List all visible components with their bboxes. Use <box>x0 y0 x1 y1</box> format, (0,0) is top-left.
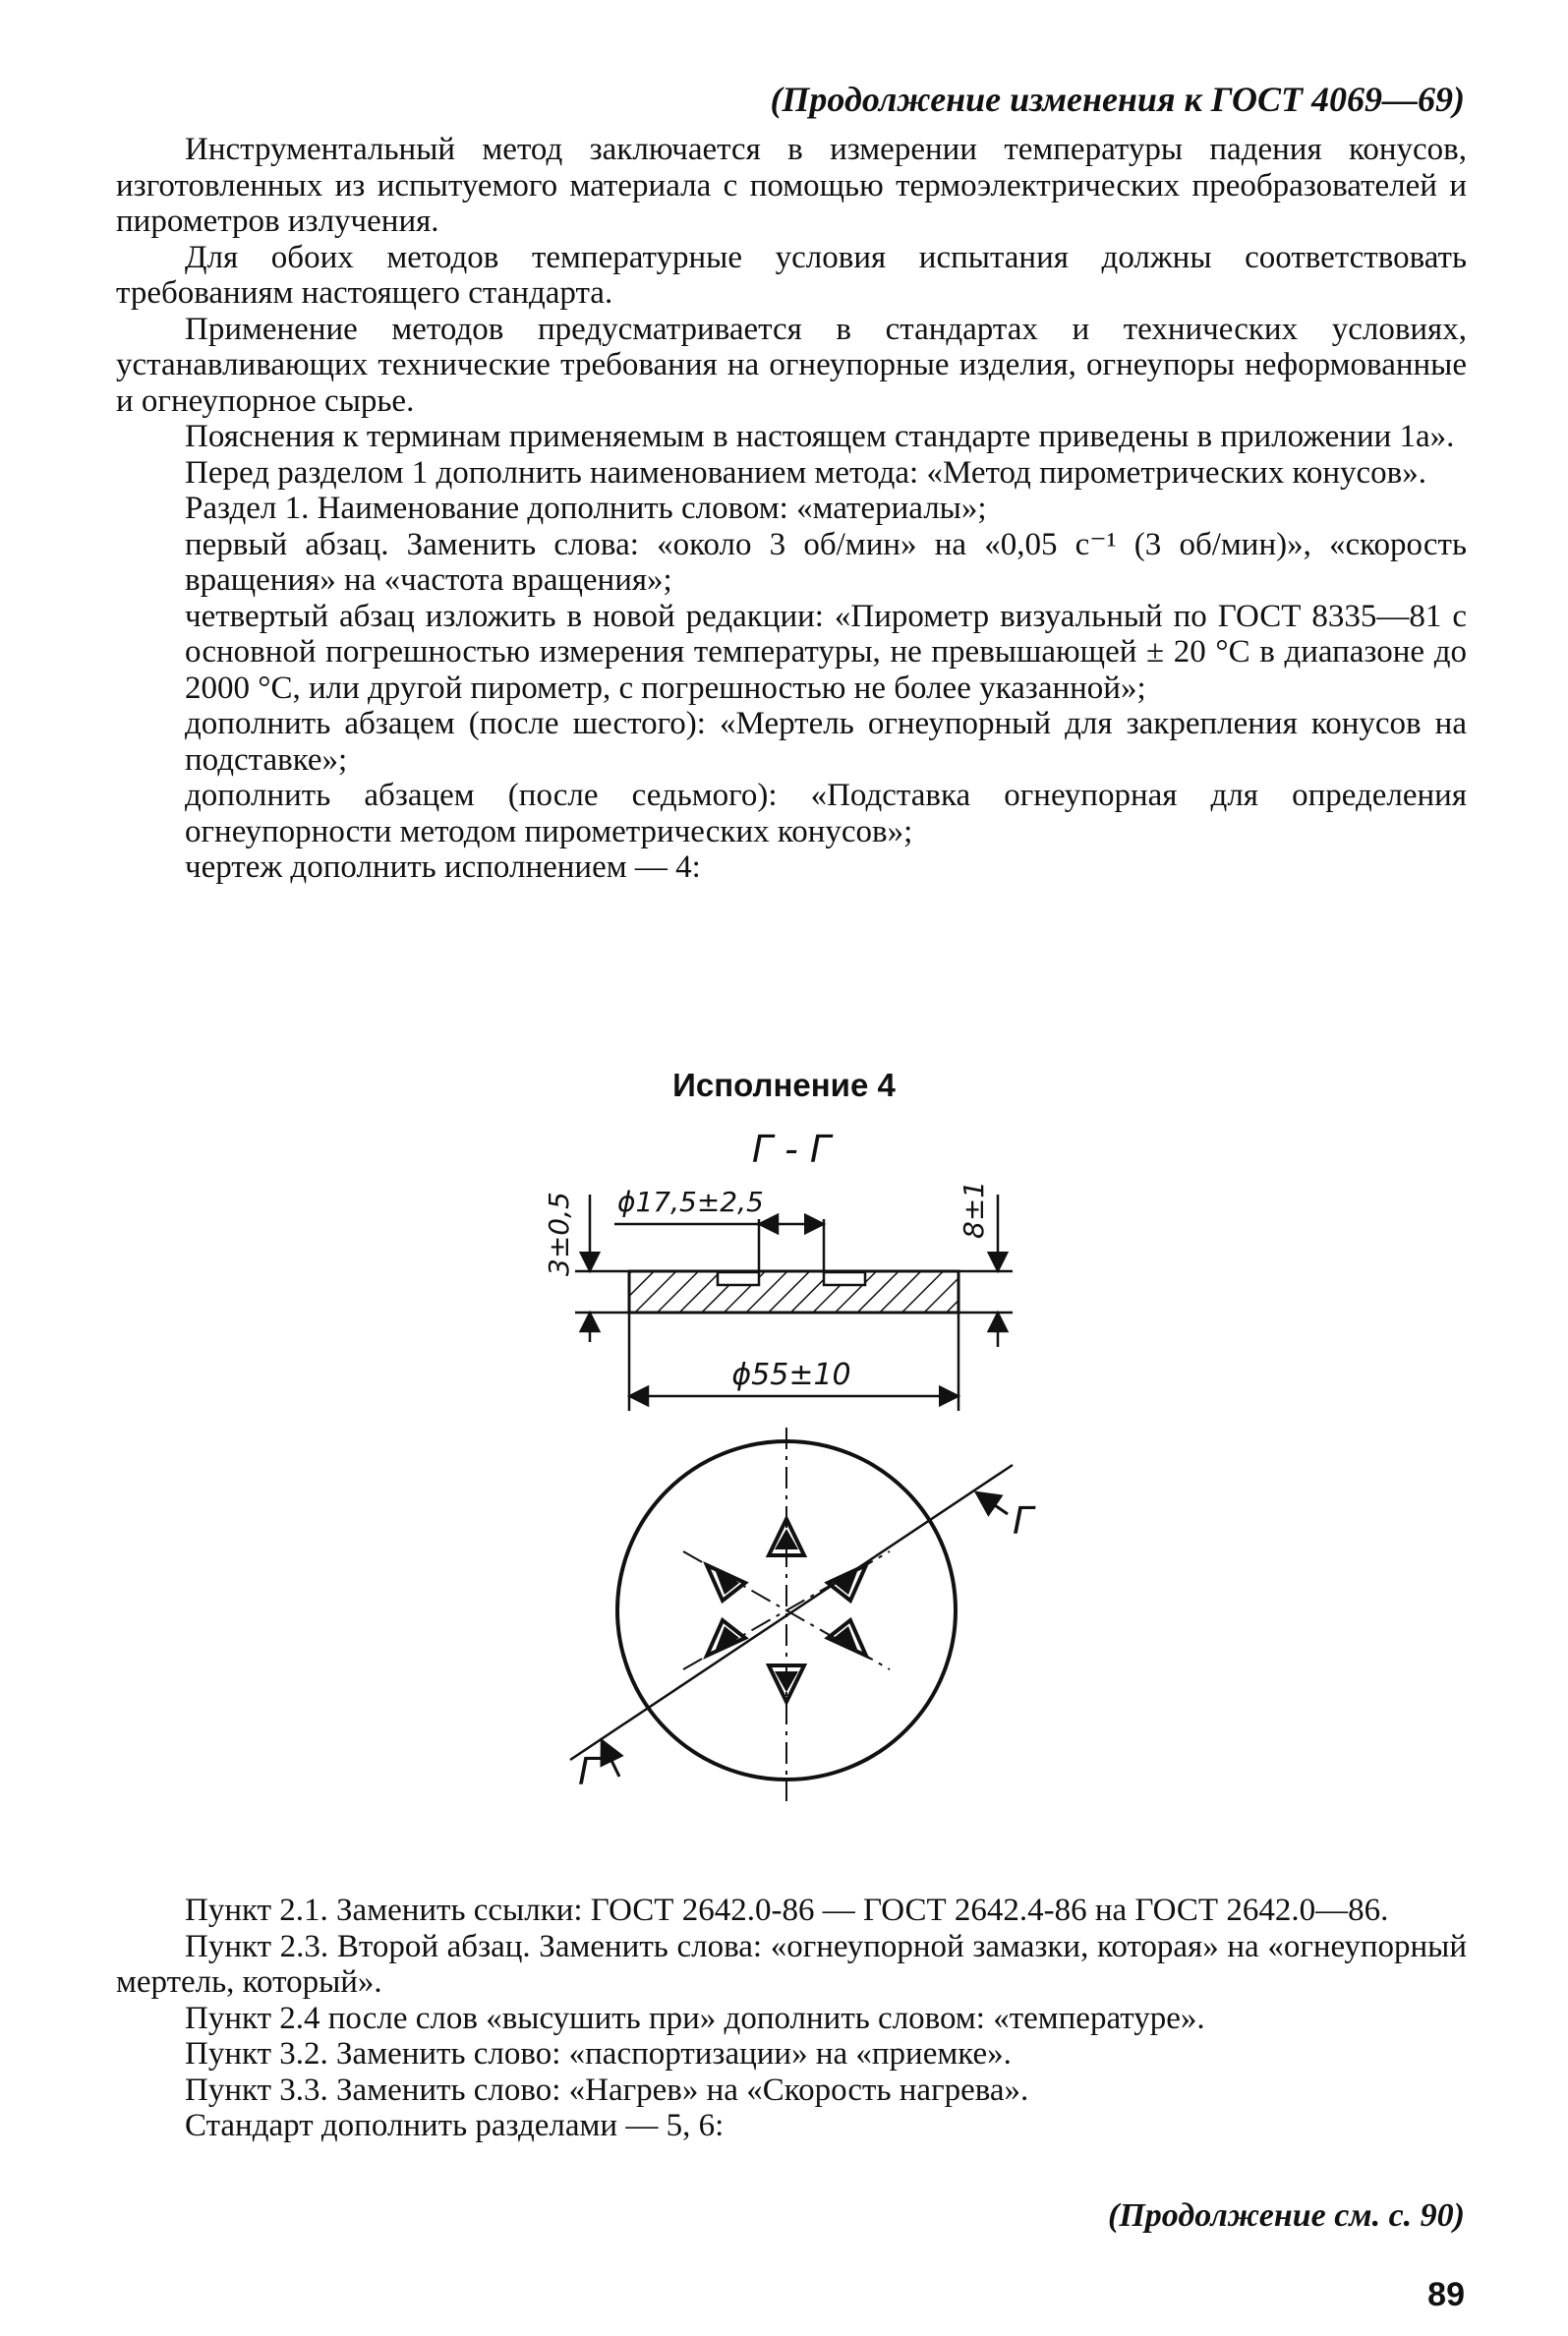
body-text-bottom <box>116 1893 1467 2144</box>
paragraph: Пункт 3.3. Заменить слово: «Нагрев» на «Скорость нагрева». <box>185 2072 1029 2108</box>
paragraph: Применение методов предусматривается в стандартах и технических условиях, устанавливающих технические требования на огнеупорные изделия, огнеупоры неформованные и огнеупорное сырье. <box>116 311 1467 419</box>
body-text-top <box>116 132 1467 886</box>
page-header: (Продолжение изменения к ГОСТ 4069—69) <box>770 80 1465 119</box>
section-label: Г - Г <box>751 1128 832 1171</box>
dim-height-label: 8±1 <box>958 1180 990 1239</box>
paragraph: первый абзац. Заменить слова: «около 3 об/мин» на «0,05 с⁻¹ (3 об/мин)», «скорость вращения» на «частота вращения»; <box>185 526 1467 598</box>
paragraph: Пункт 2.3. Второй абзац. Заменить слова: «огнеупорной замазки, которая» на «огнеупорный мертель, который». <box>116 1928 1467 2000</box>
technical-drawing <box>0 1101 1568 1878</box>
dim-thickness-label: 3±0,5 <box>543 1192 575 1276</box>
page-number: 89 <box>1427 2276 1465 2313</box>
dim-hole-label: ϕ17,5±2,5 <box>617 1186 764 1218</box>
paragraph: Инструментальный метод заключается в измерении температуры падения конусов, изготовленных из испытуемого материала с помощью термоэлектрических преобразователей и пирометров излучения. <box>116 132 1467 239</box>
paragraph: Пункт 2.1. Заменить ссылки: ГОСТ 2642.0-86 — ГОСТ 2642.4-86 на ГОСТ 2642.0—86. <box>185 1893 1389 1928</box>
paragraph: дополнить абзацем (после шестого): «Мертель огнеупорный для закрепления конусов на подставке»; <box>185 706 1467 778</box>
paragraph: Стандарт дополнить разделами — 5, 6: <box>185 2108 725 2143</box>
paragraph: Раздел 1. Наименование дополнить словом: «материалы»; <box>185 491 987 526</box>
paragraph: Для обоих методов температурные условия испытания должны соответствовать требованиям настоящего стандарта. <box>116 239 1467 311</box>
cut-label-top: Г <box>1013 1499 1034 1543</box>
paragraph: Пояснения к терминам применяемым в настоящем стандарте приведены в приложении 1а». <box>185 419 1455 454</box>
paragraph: Пункт 3.2. Заменить слово: «паспортизации» на «приемке». <box>185 2036 1012 2072</box>
plan-view <box>570 1428 1013 1801</box>
paragraph: чертеж дополнить исполнением — 4: <box>185 849 701 885</box>
paragraph: четвертый абзац изложить в новой редакции: «Пирометр визуальный по ГОСТ 8335—81 с основной погрешностью измерения температуры, не превышающей ± 20 °С в диапазоне до 2000 °С, или другой пирометр, с погрешностью не более указанной»; <box>185 598 1467 706</box>
paragraph: Перед разделом 1 дополнить наименованием метода: «Метод пирометрических конусов». <box>185 454 1426 491</box>
paragraph: дополнить абзацем (после седьмого): «Подставка огнеупорная для определения огнеупорности методом пирометрических конусов»; <box>185 778 1467 849</box>
dim-diameter-label: ϕ55±10 <box>731 1358 851 1392</box>
paragraph: Пункт 2.4 после слов «высушить при» дополнить словом: «температуре». <box>185 2000 1205 2036</box>
continuation-note: (Продолжение см. с. 90) <box>1108 2197 1465 2234</box>
cut-label-bottom: Г <box>578 1750 600 1793</box>
figure-title: Исполнение 4 <box>672 1067 896 1103</box>
